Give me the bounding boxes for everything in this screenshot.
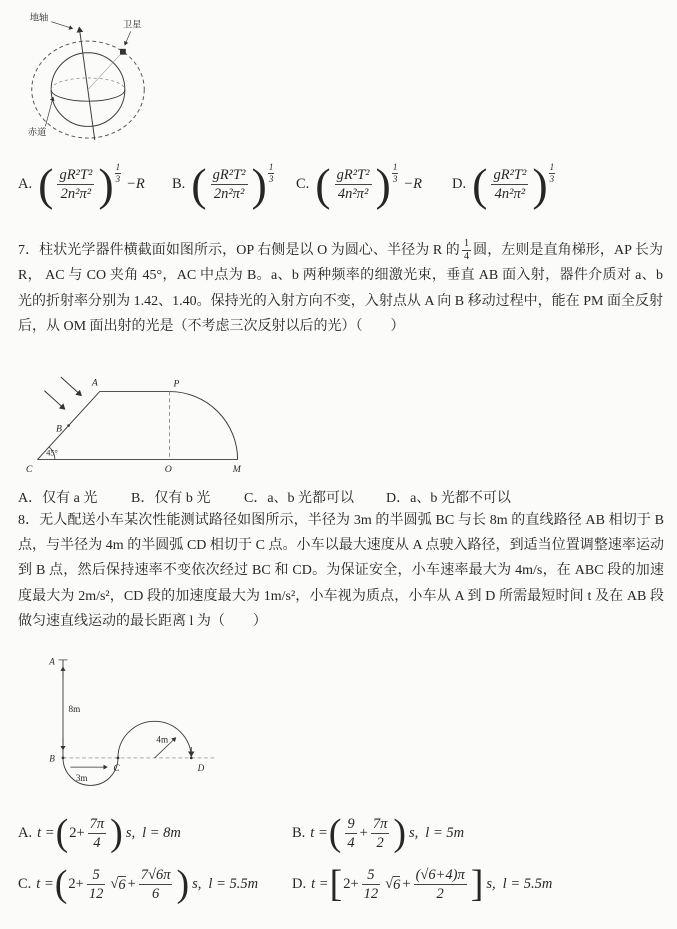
left-paren: ( [328, 811, 342, 854]
earth-axis [79, 28, 95, 140]
t-equals: t = [311, 876, 329, 893]
delivery-path-svg [26, 648, 242, 790]
option-label: D. [292, 876, 307, 893]
label-4m: 4m [156, 734, 169, 745]
right-paren: ) [110, 811, 123, 854]
q8-option-c [18, 862, 259, 905]
label-c: C [25, 464, 33, 476]
exponent-fraction [115, 162, 122, 185]
q7-text-start: 7．柱状光学器件横截面如图所示，OP 右侧是以 O 为圆心、半径为 R 的 [18, 243, 460, 258]
numerator: (√6+4)π [414, 866, 467, 885]
q7-option-c: C．a、b 光都可以 [244, 491, 355, 506]
unit-s: s, [192, 876, 202, 893]
right-paren: ) [532, 158, 548, 210]
exp-numerator: 1 [268, 162, 274, 172]
q8-option-a [18, 811, 181, 854]
exp-numerator: 1 [115, 162, 121, 172]
denominator: 4 [463, 251, 470, 263]
term-2-plus: 2+ [68, 876, 84, 893]
numerator: 9 [345, 815, 356, 834]
incident-ray-arrow-2 [44, 391, 64, 409]
t-equals: t = [36, 876, 54, 893]
denominator: 4n²π² [337, 186, 369, 203]
denominator: 12 [88, 886, 104, 903]
denominator: 2n²π² [60, 186, 92, 203]
q6-option-b [172, 158, 279, 210]
plus-sign: + [402, 876, 411, 893]
denominator: 4n²π² [494, 186, 526, 203]
label-8m: 8m [68, 704, 81, 715]
axis-label: 地轴 [29, 12, 49, 23]
option-label: D. [452, 176, 467, 193]
right-paren: ) [375, 158, 391, 210]
q6-option-d [452, 158, 560, 210]
q7-option-b: B．仅有 b 光 [131, 491, 211, 506]
fraction-7pi-2 [371, 815, 390, 852]
option-label: A. [18, 825, 33, 842]
unit-s: s, [486, 876, 496, 893]
fraction-7sqrt6pi-6 [139, 866, 173, 903]
satellite-dot [120, 49, 126, 55]
numerator: gR²T² [211, 166, 248, 185]
satellite-label: 卫星 [122, 19, 142, 30]
plus-sign: + [127, 876, 136, 893]
denominator: 4 [93, 835, 101, 852]
semicircle-bc [63, 758, 118, 785]
earth-satellite-svg [24, 8, 152, 144]
q8-option-b [292, 811, 465, 854]
q6-option-a [18, 158, 145, 210]
left-bracket: [ [329, 862, 343, 905]
exp-numerator: 1 [549, 162, 555, 172]
radicand: 6 [118, 876, 126, 893]
q6-option-c [296, 158, 422, 210]
label-d: D [197, 762, 205, 773]
label-m: M [232, 464, 241, 476]
exp-denominator: 3 [392, 173, 398, 184]
fraction [57, 166, 94, 203]
t-equals: t = [310, 825, 328, 842]
l-value: l = 5.5m [502, 876, 553, 893]
point-c-dot [117, 757, 120, 760]
right-paren: ) [176, 862, 190, 905]
label-p: P [173, 378, 180, 390]
exp-numerator: 1 [392, 162, 398, 172]
option-label: A. [18, 176, 33, 193]
fraction-5-12 [87, 866, 106, 903]
l-value: l = 5.5m [208, 876, 259, 893]
unit-s: s, [409, 825, 419, 842]
denominator: 12 [363, 886, 379, 903]
numerator: 5 [87, 866, 106, 885]
label-3m: 3m [75, 772, 88, 783]
label-a: A [49, 656, 55, 667]
optical-device-svg [20, 372, 258, 484]
delivery-path-figure [26, 648, 242, 795]
numerator: gR²T² [57, 166, 94, 185]
left-paren: ( [315, 158, 331, 210]
label-b: B [55, 423, 62, 435]
right-paren: ) [393, 811, 407, 854]
denominator: 4 [347, 835, 355, 852]
optical-device-figure [20, 372, 258, 489]
left-paren: ( [54, 862, 68, 905]
question-7-text [18, 238, 663, 339]
exp-denominator: 3 [268, 173, 274, 184]
fraction [491, 166, 528, 203]
denominator: 2n²π² [213, 186, 245, 203]
axis-label-leader [51, 22, 72, 29]
earth-satellite-figure [24, 8, 152, 149]
right-bracket: ] [470, 862, 484, 905]
denominator: 2 [436, 886, 444, 903]
numerator: 7π [371, 815, 390, 834]
equator-label: 赤道 [27, 127, 47, 138]
t-equals: t = [37, 825, 55, 842]
fraction [335, 166, 372, 203]
numerator: 7π [88, 815, 107, 834]
incident-ray-arrow-1 [61, 377, 81, 395]
numerator: gR²T² [491, 166, 528, 185]
label-o: O [164, 464, 172, 476]
label-angle: 45° [46, 448, 58, 458]
numerator: 1 [462, 238, 471, 251]
radicand: 6 [393, 876, 401, 893]
tail-term: −R [126, 176, 145, 193]
left-paren: ( [191, 158, 207, 210]
orbit-radius-line [88, 53, 122, 90]
fraction-9-4 [345, 815, 356, 852]
point-b-dot [67, 424, 70, 427]
plus-sign: + [359, 825, 368, 842]
satellite-label-leader [125, 31, 131, 45]
numerator: 5 [362, 866, 381, 885]
option-label: B. [292, 825, 306, 842]
left-paren: ( [472, 158, 488, 210]
semicircle-cd [118, 721, 191, 758]
unit-s: s, [125, 825, 136, 842]
fraction-5-12 [362, 866, 381, 903]
term-2-plus: 2+ [343, 876, 359, 893]
denominator: 2 [376, 835, 384, 852]
q7-option-a: A．仅有 a 光 [18, 491, 98, 506]
fraction [211, 166, 248, 203]
radical-sign: √ [385, 875, 394, 892]
exp-denominator: 3 [115, 173, 121, 184]
option-label: C. [296, 176, 310, 193]
exponent-fraction [268, 162, 275, 185]
term-2-plus: 2+ [69, 825, 85, 842]
sqrt-6 [385, 876, 400, 894]
exponent-fraction [392, 162, 399, 185]
q8-option-d [292, 862, 553, 905]
quarter-circle-arc [170, 392, 238, 460]
one-quarter-fraction [462, 238, 471, 263]
l-value: l = 5m [425, 825, 465, 842]
label-a: A [91, 377, 98, 389]
label-c: C [113, 762, 120, 773]
q7-text-end: 圆，左则是直角梯形，AP 长为 R， AC 与 CO 夹角 45°，AC 中点为 B。a、b 两种频率的细激光束，垂直 AB 面入射，器件介质对 a、b 光的折射率分别为 1.42、1.40。保持光的入射方向不变，入射点从 A 向 B 移动过程中，能在 PM 面全反射后，从 OM 面出射的光是（不考虑三次反射以后的光）（ ） [18, 243, 663, 334]
tail-term: −R [403, 176, 422, 193]
l-value: l = 8m [142, 825, 181, 842]
point-b-dot [62, 757, 65, 760]
label-b: B [49, 753, 55, 764]
equator-label-leader [45, 97, 53, 126]
left-paren: ( [55, 811, 69, 854]
option-label: B. [172, 176, 186, 193]
point-d-dot [190, 757, 193, 760]
q7-option-d: D．a、b 光都不可以 [386, 491, 511, 506]
denominator: 6 [151, 886, 160, 903]
exponent-fraction [549, 162, 556, 185]
right-paren: ) [251, 158, 267, 210]
fraction-7pi-4 [88, 815, 107, 852]
radical-sign: √ [110, 875, 119, 892]
option-label: C. [18, 876, 32, 893]
numerator: gR²T² [335, 166, 372, 185]
numerator: 7√6π [139, 866, 173, 885]
fraction-sqrt6plus4pi-2 [414, 866, 467, 903]
left-paren: ( [38, 158, 54, 210]
right-paren: ) [98, 158, 114, 210]
question-8-text: 8．无人配送小车某次性能测试路径如图所示，半径为 3m 的半圆弧 BC 与长 8m 的直线路径 AB 相切于 B 点，与半径为 4m 的半圆弧 CD 相切于 C 点。小车以最大速度从 A 点驶入路径，到适当位置调整速率运动到 B 点，然后保持速率不变依次经过 BC 和 CD。为保证安全，小车速率最大为 4m/s，在 ABC 段的加速度最大为 2m/s²，CD 段的加速度最大为 1m/s²，小车视为质点，小车从 A 到 D 所需最短时间 t 及在 AB 段做匀速直线运动的最长距离 l 为（ ） [18, 513, 664, 629]
sqrt-6 [110, 876, 125, 894]
exp-denominator: 3 [549, 173, 555, 184]
